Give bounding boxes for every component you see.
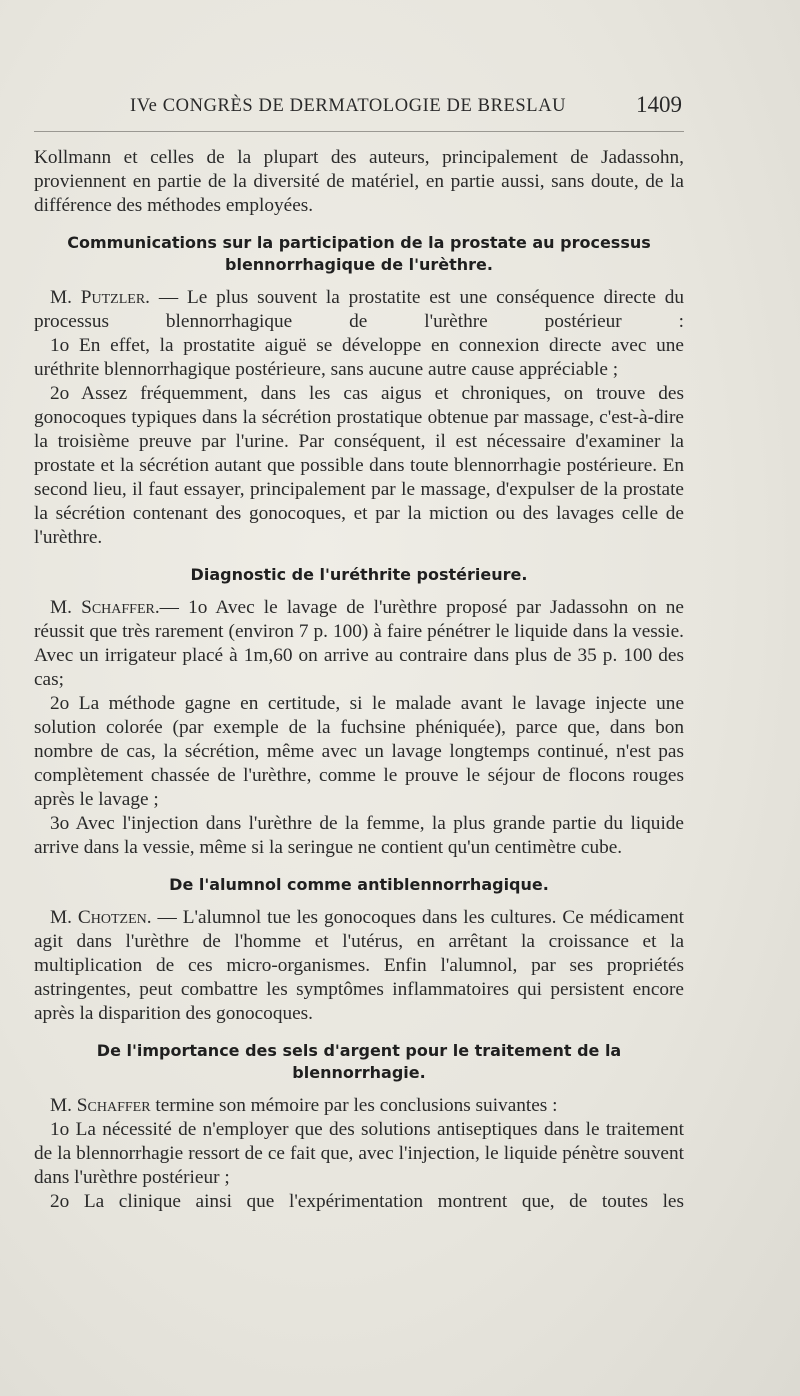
paragraph-intro: Kollmann et celles de la plupart des auteurs, principalement de Jadassohn, proviennent en partie de la diversité de matériel, en partie aussi, sans doute, de la différence des méthodes employées.: [34, 147, 684, 216]
section-heading-alumnol: De l'alumnol comme antiblennorrhagique.: [169, 875, 549, 894]
paragraph-schaffer-conclusions: M. Schaffer termine son mémoire par les conclusions suivantes :: [50, 1095, 558, 1116]
paragraph-point-2b: 2o La méthode gagne en certitude, si le malade avant le lavage injecte une solution colorée (par exemple de la fuchsine phéniquée), parce que, dans bon nombre de cas, la sécrétion, même avec un lavage longtemps continué, n'est pas complètement chassée de l'urèthre, comme le prouve le séjour de flocons rouges après le lavage ;: [34, 693, 684, 810]
paragraph-chotzen: M. Chotzen. — L'alumnol tue les gonocoques dans les cultures. Ce médicament agit dans l'urèthre de l'homme et l'utérus, en arrêtant la croissance et la multiplication de ces micro-organismes. Enfin l'alumnol, par ses propriétés astringentes, peut combattre les symptômes inflammatoires qui persistent encore après la disparition des gonocoques.: [34, 907, 685, 1024]
page-number: 1409: [636, 92, 682, 117]
author-name: M. Putzler.: [50, 287, 150, 308]
paragraph-conclusion-1: 1o La nécessité de n'employer que des solutions antiseptiques dans le traitement de la blennorrhagie ressort de ce fait que, avec l'injection, le liquide pénètre souvent dans l'urèthre postérieur ;: [34, 1119, 684, 1188]
header-rule: [34, 131, 684, 132]
author-name: M. Schaffer: [50, 1095, 151, 1116]
author-name: M. Schaffer.: [50, 597, 160, 618]
page-header: [34, 92, 684, 122]
section-heading-prostate: Communications sur la participation de la prostate au processus blennorrhagique de l'urèthre.: [67, 233, 651, 274]
paragraph-conclusion-2: 2o La clinique ainsi que l'expérimentation montrent que, de toutes les: [50, 1191, 684, 1212]
paragraph-schaffer: M. Schaffer.— 1o Avec le lavage de l'urèthre proposé par Jadassohn on ne réussit que très rarement (environ 7 p. 100) à faire pénétrer le liquide dans la vessie. Avec un irrigateur placé à 1m,60 on arrive au contraire dans plus de 35 p. 100 des cas;: [34, 597, 684, 690]
section-heading-silver-salts: De l'importance des sels d'argent pour le traitement de la blennorrhagie.: [96, 1041, 622, 1082]
paragraph-point-1: 1o En effet, la prostatite aiguë se développe en connexion directe avec une uréthrite blennorrhagique postérieure, sans aucune autre cause appréciable ;: [34, 335, 684, 380]
paragraph-putzler: M. Putzler. — Le plus souvent la prostatite est une conséquence directe du processus blennorrhagique de l'urèthre postérieur :: [34, 287, 684, 332]
section-heading-diagnostic: Diagnostic de l'uréthrite postérieure.: [190, 565, 528, 584]
author-name: M. Chotzen.: [50, 907, 152, 928]
running-title: IVe CONGRÈS DE DERMATOLOGIE DE BRESLAU: [130, 96, 567, 116]
paragraph-point-3: 3o Avec l'injection dans l'urèthre de la femme, la plus grande partie du liquide arrive dans la vessie, même si la seringue ne contient qu'un centimètre cube.: [34, 813, 684, 858]
paragraph-point-2: 2o Assez fréquemment, dans les cas aigus et chroniques, on trouve des gonocoques typiques dans la sécrétion prostatique obtenue par massage, c'est-à-dire la troisième preuve par l'urine. Par conséquent, il est nécessaire d'examiner la prostate et la sécrétion autant que possible dans toute blennorrhagie postérieure. En second lieu, il faut essayer, principalement par le massage, d'expulser de la prostate la sécrétion contenant des gonocoques, et par la miction ou des lavages celle de l'urèthre.: [34, 383, 684, 548]
body-text: [34, 146, 684, 1214]
